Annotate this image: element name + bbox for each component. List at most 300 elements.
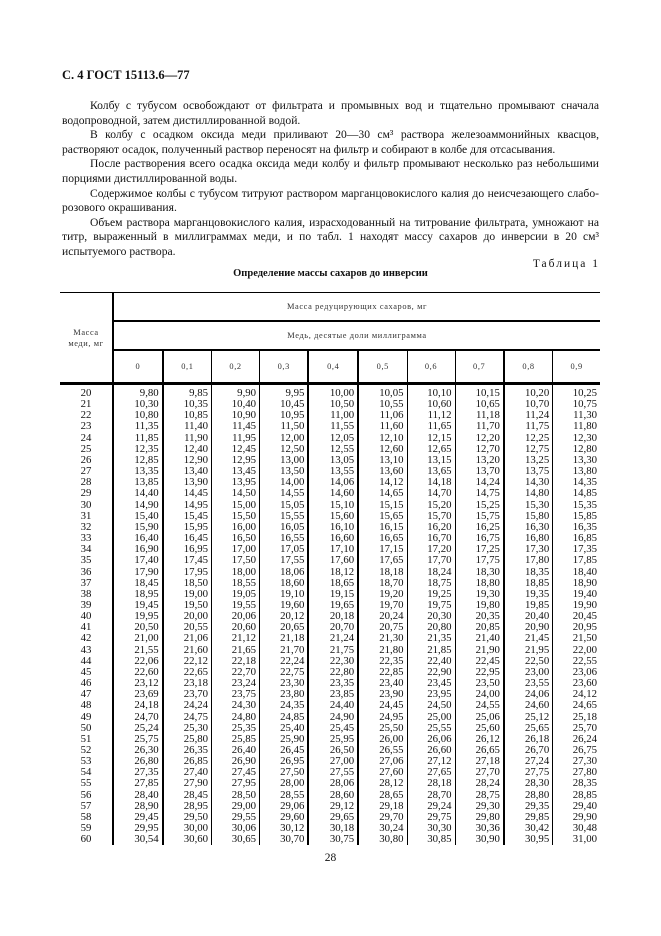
sugar-mass-cell: 12,00 — [260, 433, 309, 444]
sugar-mass-cell: 22,35 — [358, 656, 407, 667]
table-row — [60, 778, 600, 789]
sugar-mass-cell: 26,40 — [212, 745, 260, 756]
sugar-mass-cell: 11,80 — [553, 421, 600, 432]
sugar-mass-cell: 26,00 — [358, 734, 407, 745]
sugar-mass-cell: 27,06 — [358, 756, 407, 767]
sugar-mass-cell: 13,05 — [308, 455, 358, 466]
table-row — [60, 712, 600, 723]
copper-mass-cell: 31 — [80, 509, 92, 522]
sugar-mass-cell: 24,90 — [308, 712, 358, 723]
sugar-mass-cell: 29,90 — [553, 812, 600, 823]
sugar-mass-cell: 30,42 — [504, 823, 553, 834]
table-row — [60, 555, 600, 566]
sugar-mass-cell: 16,40 — [113, 533, 163, 544]
sugar-mass-cell: 10,00 — [308, 384, 358, 400]
column-header: 0 — [113, 350, 163, 384]
sugar-mass-cell: 29,24 — [407, 801, 455, 812]
copper-mass-cell: 59 — [80, 822, 92, 835]
sugar-mass-cell: 28,90 — [113, 801, 163, 812]
sugar-mass-cell: 18,75 — [407, 578, 455, 589]
sugar-mass-cell: 29,35 — [504, 801, 553, 812]
sugar-mass-cell: 16,20 — [407, 522, 455, 533]
sugar-mass-cell: 21,60 — [163, 645, 212, 656]
sugar-mass-cell: 23,12 — [113, 678, 163, 689]
sugar-mass-cell: 18,45 — [113, 578, 163, 589]
sugar-mass-cell: 29,12 — [308, 801, 358, 812]
sugar-mass-cell: 27,55 — [308, 767, 358, 778]
sugar-mass-cell: 18,60 — [260, 578, 309, 589]
sugar-mass-cell: 14,80 — [504, 488, 553, 499]
copper-mass-cell: 20 — [80, 387, 92, 399]
sugar-mass-cell: 23,55 — [504, 678, 553, 689]
sugar-mass-cell: 15,50 — [212, 511, 260, 522]
sugar-mass-cell: 16,60 — [308, 533, 358, 544]
sugar-mass-cell: 11,24 — [504, 410, 553, 421]
sugar-mass-cell: 26,70 — [504, 745, 553, 756]
copper-mass-cell: 46 — [80, 677, 92, 690]
sugar-mass-cell: 28,95 — [163, 801, 212, 812]
sugar-mass-cell: 23,80 — [260, 689, 309, 700]
sugar-mass-cell: 16,50 — [212, 533, 260, 544]
table-row — [60, 488, 600, 499]
sugar-mass-cell: 27,45 — [212, 767, 260, 778]
copper-mass-cell: 29 — [80, 487, 92, 500]
sugar-mass-cell: 17,60 — [308, 555, 358, 566]
sugar-mass-cell: 21,00 — [113, 633, 163, 644]
sugar-mass-cell: 21,70 — [260, 645, 309, 656]
column-header: 0,5 — [358, 350, 407, 384]
sugar-mass-cell: 19,25 — [407, 589, 455, 600]
sugar-mass-cell: 12,55 — [308, 444, 358, 455]
sugar-mass-cell: 25,50 — [358, 723, 407, 734]
sugar-mass-cell: 17,05 — [260, 544, 309, 555]
copper-mass-cell: 43 — [80, 643, 92, 656]
sugar-mass-cell: 13,45 — [212, 466, 260, 477]
column-header-copper-mass: Масса меди, мг — [68, 327, 104, 348]
sugar-mass-cell: 11,85 — [113, 433, 163, 444]
sugar-mass-cell: 21,35 — [407, 633, 455, 644]
sugar-mass-cell: 20,75 — [358, 622, 407, 633]
copper-mass-cell: 55 — [80, 777, 92, 790]
sugar-mass-cell: 16,85 — [553, 533, 600, 544]
sugar-mass-cell: 11,95 — [212, 433, 260, 444]
sugar-mass-cell: 20,12 — [260, 611, 309, 622]
sugar-mass-cell: 18,40 — [553, 567, 600, 578]
sugar-mass-cell: 12,30 — [553, 433, 600, 444]
table-number: Таблица 1 — [532, 258, 600, 270]
sugar-mass-cell: 24,75 — [163, 712, 212, 723]
sugar-mass-cell: 23,45 — [407, 678, 455, 689]
sugar-mass-cell: 14,75 — [455, 488, 504, 499]
copper-mass-cell: 35 — [80, 554, 92, 567]
sugar-mass-cell: 17,45 — [163, 555, 212, 566]
sugar-mass-cell: 29,55 — [212, 812, 260, 823]
sugar-mass-cell: 22,18 — [212, 656, 260, 667]
sugar-mass-cell: 12,35 — [113, 444, 163, 455]
sugar-mass-cell: 9,85 — [163, 384, 212, 400]
sugar-mass-cell: 21,24 — [308, 633, 358, 644]
sugar-mass-cell: 24,45 — [358, 700, 407, 711]
sugar-mass-cell: 30,60 — [163, 834, 212, 845]
sugar-mass-cell: 30,65 — [212, 834, 260, 845]
sugar-mass-cell: 14,50 — [212, 488, 260, 499]
table-row — [60, 421, 600, 432]
sugar-mass-cell: 27,70 — [455, 767, 504, 778]
copper-mass-cell: 27 — [80, 465, 92, 478]
sugar-mass-cell: 13,15 — [407, 455, 455, 466]
sugar-mass-cell: 13,60 — [358, 466, 407, 477]
sugar-mass-cell: 20,00 — [163, 611, 212, 622]
sugar-mass-cell: 12,15 — [407, 433, 455, 444]
sugar-mass-cell: 12,40 — [163, 444, 212, 455]
sugar-mass-cell: 24,80 — [212, 712, 260, 723]
sugar-mass-cell: 27,18 — [455, 756, 504, 767]
sugar-mass-cell: 15,80 — [504, 511, 553, 522]
sugar-mass-cell: 29,75 — [407, 812, 455, 823]
sugar-mass-cell: 11,45 — [212, 421, 260, 432]
sugar-mass-cell: 16,55 — [260, 533, 309, 544]
sugar-mass-cell: 25,30 — [163, 723, 212, 734]
sugar-mass-cell: 12,80 — [553, 444, 600, 455]
sugar-mass-cell: 30,95 — [504, 834, 553, 845]
sugar-mass-cell: 11,60 — [358, 421, 407, 432]
sugar-mass-cell: 22,40 — [407, 656, 455, 667]
sugar-mass-cell: 30,80 — [358, 834, 407, 845]
sugar-mass-cell: 15,45 — [163, 511, 212, 522]
sugar-mass-cell: 10,10 — [407, 384, 455, 400]
sugar-mass-cell: 13,75 — [504, 466, 553, 477]
sugar-mass-cell: 15,65 — [358, 511, 407, 522]
sugar-mass-cell: 16,75 — [455, 533, 504, 544]
sugar-mass-cell: 12,95 — [212, 455, 260, 466]
sugar-mass-cell: 11,30 — [553, 410, 600, 421]
sugar-mass-cell: 12,25 — [504, 433, 553, 444]
copper-mass-cell: 51 — [80, 732, 92, 745]
sugar-mass-cell: 13,85 — [113, 477, 163, 488]
sugar-mass-cell: 24,35 — [260, 700, 309, 711]
sugar-mass-cell: 16,15 — [358, 522, 407, 533]
sugar-mass-cell: 29,18 — [358, 801, 407, 812]
sugar-mass-cell: 19,00 — [163, 589, 212, 600]
sugar-mass-cell: 23,06 — [553, 667, 600, 678]
sugar-mass-cell: 13,00 — [260, 455, 309, 466]
sugar-mass-cell: 28,40 — [113, 790, 163, 801]
sugar-mass-cell: 23,75 — [212, 689, 260, 700]
sugar-mass-cell: 15,60 — [308, 511, 358, 522]
sugar-mass-cell: 13,40 — [163, 466, 212, 477]
sugar-mass-cell: 20,35 — [455, 611, 504, 622]
sugar-mass-cell: 18,85 — [504, 578, 553, 589]
copper-mass-cell: 21 — [80, 398, 92, 411]
sugar-mass-cell: 12,10 — [358, 433, 407, 444]
sugar-mass-cell: 27,95 — [212, 778, 260, 789]
sugar-mass-cell: 28,35 — [553, 778, 600, 789]
sugar-mass-cell: 19,30 — [455, 589, 504, 600]
sugar-mass-cell: 18,24 — [407, 567, 455, 578]
sugar-mass-cell: 17,20 — [407, 544, 455, 555]
sugar-mass-cell: 13,25 — [504, 455, 553, 466]
sugar-mass-cell: 29,40 — [553, 801, 600, 812]
sugar-mass-cell: 24,00 — [455, 689, 504, 700]
sugar-mass-cell: 28,85 — [553, 790, 600, 801]
sugar-mass-cell: 17,70 — [407, 555, 455, 566]
sugar-mass-cell: 20,80 — [407, 622, 455, 633]
sugar-mass-cell: 20,40 — [504, 611, 553, 622]
sugar-mass-cell: 11,18 — [455, 410, 504, 421]
sugar-mass-cell: 17,65 — [358, 555, 407, 566]
sugar-mass-cell: 27,50 — [260, 767, 309, 778]
sugar-mass-cell: 25,35 — [212, 723, 260, 734]
sugar-mass-cell: 17,10 — [308, 544, 358, 555]
copper-mass-cell: 56 — [80, 788, 92, 801]
sugar-mass-cell: 27,24 — [504, 756, 553, 767]
sugar-mass-cell: 30,12 — [260, 823, 309, 834]
sugar-mass-cell: 11,00 — [308, 410, 358, 421]
sugar-mass-cell: 23,95 — [407, 689, 455, 700]
sugar-mass-cell: 26,45 — [260, 745, 309, 756]
sugar-mass-cell: 10,15 — [455, 384, 504, 400]
sugar-mass-cell: 21,18 — [260, 633, 309, 644]
sugar-mass-cell: 14,30 — [504, 477, 553, 488]
sugar-mass-cell: 24,24 — [163, 700, 212, 711]
sugar-mass-cell: 12,20 — [455, 433, 504, 444]
sugar-mass-cell: 20,70 — [308, 622, 358, 633]
sugar-mass-cell: 19,95 — [113, 611, 163, 622]
copper-mass-cell: 30 — [80, 498, 92, 511]
sugar-mass-cell: 26,06 — [407, 734, 455, 745]
sugar-mass-cell: 13,95 — [212, 477, 260, 488]
sugar-mass-cell: 10,45 — [260, 399, 309, 410]
sugar-mass-cell: 29,06 — [260, 801, 309, 812]
sugar-mass-cell: 25,24 — [113, 723, 163, 734]
sugar-mass-cell: 28,30 — [504, 778, 553, 789]
sugar-mass-cell: 17,55 — [260, 555, 309, 566]
sugar-mass-cell: 21,75 — [308, 645, 358, 656]
sugar-mass-cell: 29,50 — [163, 812, 212, 823]
sugar-mass-cell: 21,06 — [163, 633, 212, 644]
sugar-mass-cell: 21,45 — [504, 633, 553, 644]
sugar-mass-cell: 17,15 — [358, 544, 407, 555]
sugar-mass-cell: 10,65 — [455, 399, 504, 410]
sugar-mass-cell: 21,85 — [407, 645, 455, 656]
copper-mass-cell: 26 — [80, 453, 92, 466]
sugar-mass-cell: 16,80 — [504, 533, 553, 544]
sugar-mass-cell: 16,30 — [504, 522, 553, 533]
sugar-mass-cell: 19,20 — [358, 589, 407, 600]
sugar-mass-cell: 11,50 — [260, 421, 309, 432]
sugar-mass-cell: 12,65 — [407, 444, 455, 455]
sugar-mass-cell: 22,90 — [407, 667, 455, 678]
sugar-mass-cell: 17,75 — [455, 555, 504, 566]
sugar-mass-cell: 15,90 — [113, 522, 163, 533]
copper-mass-cell: 60 — [80, 833, 92, 846]
copper-mass-cell: 42 — [80, 632, 92, 645]
sugar-mass-cell: 19,55 — [212, 600, 260, 611]
sugar-mass-cell: 20,50 — [113, 622, 163, 633]
column-header: 0,2 — [212, 350, 260, 384]
sugar-mass-cell: 9,95 — [260, 384, 309, 400]
sugar-mass-cell: 15,75 — [455, 511, 504, 522]
sugar-mass-cell: 16,10 — [308, 522, 358, 533]
sugar-mass-cell: 30,90 — [455, 834, 504, 845]
sugar-mass-cell: 27,75 — [504, 767, 553, 778]
sugar-mass-cell: 30,36 — [455, 823, 504, 834]
sugar-mass-cell: 20,18 — [308, 611, 358, 622]
sugar-mass-cell: 15,55 — [260, 511, 309, 522]
sugar-mass-cell: 28,06 — [308, 778, 358, 789]
sugar-mass-cell: 26,55 — [358, 745, 407, 756]
sugar-mass-cell: 11,75 — [504, 421, 553, 432]
sugar-mass-cell: 31,00 — [553, 834, 600, 845]
sugar-mass-cell: 28,24 — [455, 778, 504, 789]
sugar-mass-cell: 25,55 — [407, 723, 455, 734]
sugar-mass-cell: 18,18 — [358, 567, 407, 578]
column-header: 0,9 — [553, 350, 600, 384]
sugar-mass-cell: 23,40 — [358, 678, 407, 689]
sugar-mass-cell: 22,12 — [163, 656, 212, 667]
sugar-mass-cell: 21,90 — [455, 645, 504, 656]
sugar-mass-cell: 14,90 — [113, 500, 163, 511]
sugar-mass-cell: 30,30 — [407, 823, 455, 834]
sugar-mass-cell: 10,20 — [504, 384, 553, 400]
sugar-mass-cell: 25,06 — [455, 712, 504, 723]
column-header: 0,3 — [260, 350, 309, 384]
sugar-mass-cell: 11,65 — [407, 421, 455, 432]
copper-mass-cell: 53 — [80, 755, 92, 768]
sugar-mass-cell: 26,75 — [553, 745, 600, 756]
sugar-mass-cell: 20,95 — [553, 622, 600, 633]
sugar-mass-cell: 19,05 — [212, 589, 260, 600]
sugar-mass-cell: 21,95 — [504, 645, 553, 656]
sugar-mass-cell: 20,60 — [212, 622, 260, 633]
sugar-mass-cell: 10,35 — [163, 399, 212, 410]
sugar-mass-cell: 15,10 — [308, 500, 358, 511]
sugar-mass-cell: 12,60 — [358, 444, 407, 455]
sugar-mass-cell: 16,65 — [358, 533, 407, 544]
sugar-mass-cell: 26,95 — [260, 756, 309, 767]
sugar-mass-cell: 17,50 — [212, 555, 260, 566]
sugar-mass-cell: 19,80 — [455, 600, 504, 611]
sugar-mass-cell: 18,06 — [260, 567, 309, 578]
sugar-mass-cell: 17,85 — [553, 555, 600, 566]
sugar-mass-cell: 14,40 — [113, 488, 163, 499]
sugar-mass-cell: 10,50 — [308, 399, 358, 410]
copper-mass-cell: 37 — [80, 576, 92, 589]
sugar-mass-cell: 11,70 — [455, 421, 504, 432]
sugar-mass-cell: 15,95 — [163, 522, 212, 533]
sugar-mass-cell: 18,55 — [212, 578, 260, 589]
sugar-mass-cell: 22,60 — [113, 667, 163, 678]
sugar-mass-cell: 14,35 — [553, 477, 600, 488]
sugar-mass-cell: 22,24 — [260, 656, 309, 667]
sugar-mass-cell: 29,80 — [455, 812, 504, 823]
sugar-mass-cell: 13,55 — [308, 466, 358, 477]
sugar-mass-cell: 28,80 — [504, 790, 553, 801]
sugar-mass-cell: 14,70 — [407, 488, 455, 499]
sugar-mass-cell: 27,40 — [163, 767, 212, 778]
sugar-mass-cell: 18,65 — [308, 578, 358, 589]
sugar-mass-cell: 20,06 — [212, 611, 260, 622]
sugar-mass-cell: 29,70 — [358, 812, 407, 823]
sugar-mass-cell: 19,75 — [407, 600, 455, 611]
copper-mass-cell: 22 — [80, 409, 92, 422]
sugar-mass-cell: 27,80 — [553, 767, 600, 778]
sugar-mass-cell: 19,85 — [504, 600, 553, 611]
sugar-mass-cell: 24,40 — [308, 700, 358, 711]
sugar-mass-cell: 27,60 — [358, 767, 407, 778]
sugar-mass-cell: 14,55 — [260, 488, 309, 499]
sugar-mass-cell: 28,60 — [308, 790, 358, 801]
sugar-mass-cell: 13,50 — [260, 466, 309, 477]
sugar-mass-cell: 10,70 — [504, 399, 553, 410]
copper-mass-cell: 39 — [80, 598, 92, 611]
sugar-mass-cell: 10,40 — [212, 399, 260, 410]
sugar-mass-cell: 27,35 — [113, 767, 163, 778]
sugar-mass-cell: 24,12 — [553, 689, 600, 700]
sugar-mass-cell: 25,85 — [212, 734, 260, 745]
sugar-mass-cell: 16,95 — [163, 544, 212, 555]
sugar-mass-cell: 11,12 — [407, 410, 455, 421]
sugar-mass-cell: 13,65 — [407, 466, 455, 477]
sugar-mass-cell: 12,90 — [163, 455, 212, 466]
sugar-mass-cell: 19,40 — [553, 589, 600, 600]
sugar-mass-cell: 21,80 — [358, 645, 407, 656]
sugar-mass-cell: 29,60 — [260, 812, 309, 823]
sugar-mass-cell: 24,55 — [455, 700, 504, 711]
sugar-mass-cell: 25,65 — [504, 723, 553, 734]
sugar-mass-cell: 12,45 — [212, 444, 260, 455]
sugar-mass-cell: 29,85 — [504, 812, 553, 823]
sugar-mass-cell: 21,50 — [553, 633, 600, 644]
sugar-mass-cell: 15,40 — [113, 511, 163, 522]
sugar-mass-cell: 26,65 — [455, 745, 504, 756]
sugar-mass-cell: 14,18 — [407, 477, 455, 488]
sugar-mass-cell: 16,35 — [553, 522, 600, 533]
sugar-mass-cell: 12,05 — [308, 433, 358, 444]
sugar-mass-cell: 22,30 — [308, 656, 358, 667]
column-header: 0,6 — [407, 350, 455, 384]
sugar-mass-cell: 22,55 — [553, 656, 600, 667]
sugar-mass-cell: 10,60 — [407, 399, 455, 410]
sugar-mass-cell: 20,45 — [553, 611, 600, 622]
table-row — [60, 567, 600, 578]
sugar-mass-cell: 12,75 — [504, 444, 553, 455]
sugar-mass-cell: 22,65 — [163, 667, 212, 678]
sugar-mass-cell: 16,00 — [212, 522, 260, 533]
copper-mass-cell: 54 — [80, 766, 92, 779]
sugar-mass-cell: 23,70 — [163, 689, 212, 700]
sugar-mass-cell: 10,85 — [163, 410, 212, 421]
sugar-mass-cell: 19,35 — [504, 589, 553, 600]
sugar-mass-cell: 18,50 — [163, 578, 212, 589]
sugar-mass-cell: 13,20 — [455, 455, 504, 466]
sugar-mass-cell: 25,70 — [553, 723, 600, 734]
paragraph: В колбу с осадком оксида меди приливают 20—30 см³ раствора железоаммонийных квасцов, растворяют осадок, полученный раствор переносят на фильтр и собирают в колбе для отсасывания. — [62, 128, 599, 156]
copper-mass-cell: 24 — [80, 431, 92, 444]
sugar-mass-cell: 26,85 — [163, 756, 212, 767]
column-group-reducing-sugars: Масса редуцирующих сахаров, мг — [113, 293, 600, 322]
copper-mass-cell: 33 — [80, 532, 92, 545]
sugar-mass-cell: 19,15 — [308, 589, 358, 600]
sugar-mass-cell: 27,12 — [407, 756, 455, 767]
sugar-mass-cell: 15,30 — [504, 500, 553, 511]
copper-mass-cell: 38 — [80, 587, 92, 600]
sugar-mass-cell: 26,30 — [113, 745, 163, 756]
sugar-mass-cell: 29,30 — [455, 801, 504, 812]
sugar-mass-cell: 9,90 — [212, 384, 260, 400]
sugar-mass-cell: 11,35 — [113, 421, 163, 432]
sugar-mass-cell: 17,00 — [212, 544, 260, 555]
